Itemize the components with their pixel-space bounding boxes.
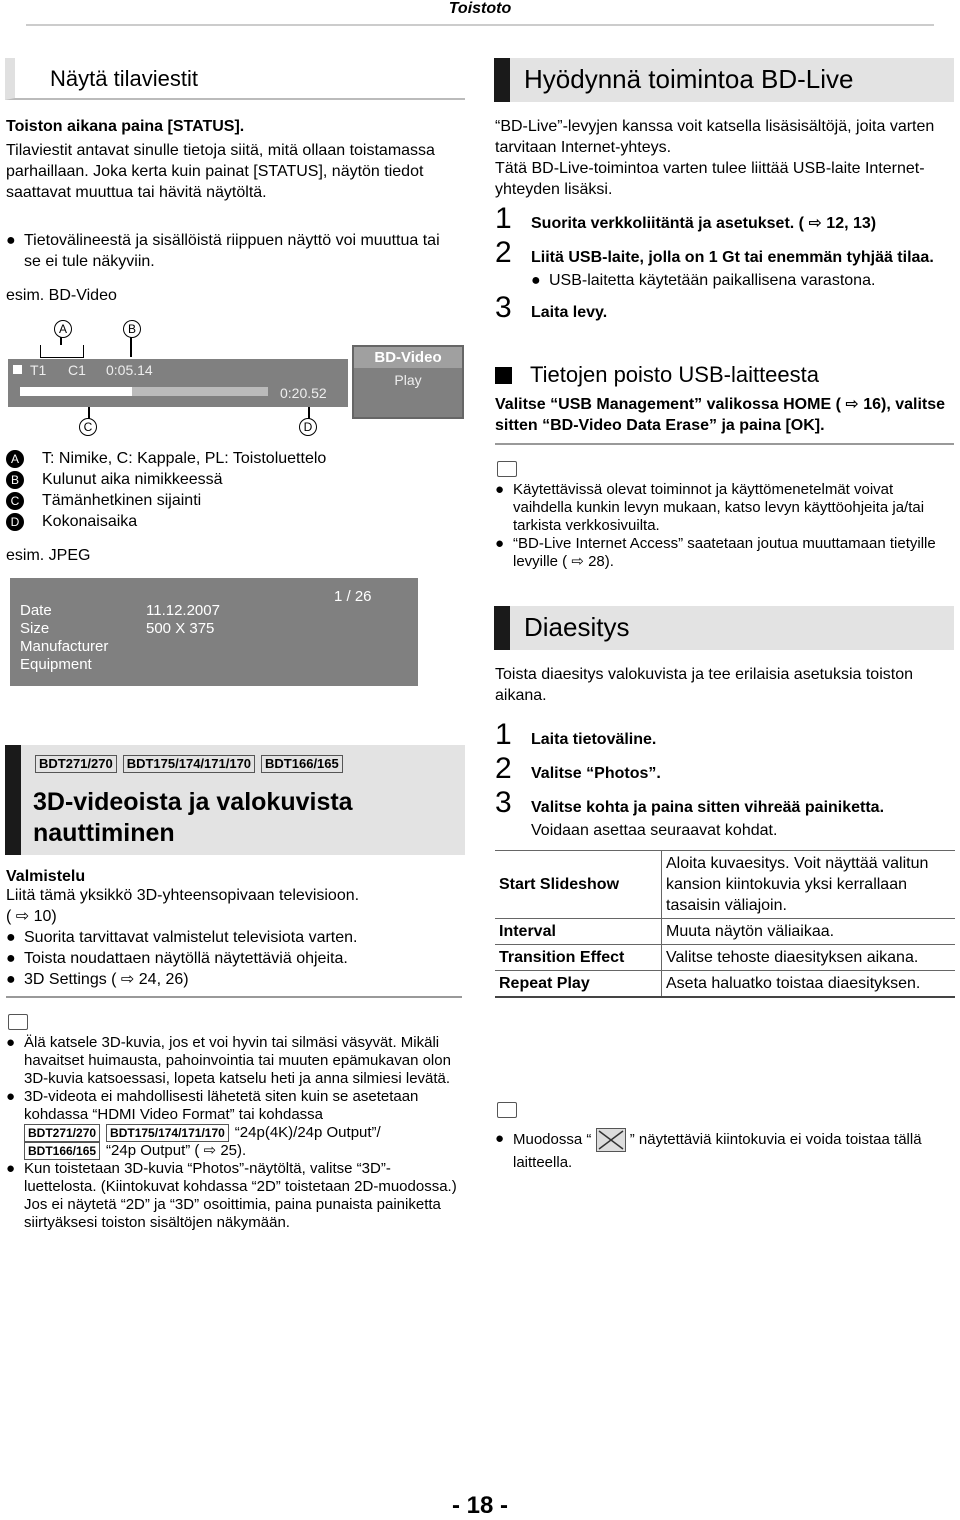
step: [495, 752, 955, 786]
note-text: [24, 1160, 462, 1232]
step-text: Valitse kohta ja paina sitten vihreää painiketta.: [531, 799, 885, 816]
slideshow-heading-text: Diaesitys: [524, 612, 630, 642]
status-instruction: Toiston aikana paina [STATUS].: [6, 118, 245, 135]
section-rule: [6, 996, 462, 998]
step-subtext: Voidaan asettaa seuraavat kohdat.: [531, 822, 778, 839]
jpeg-key: Size: [20, 620, 50, 637]
prep-bullets: [6, 927, 456, 990]
callout-b: B: [123, 320, 141, 338]
threed-notes: [6, 1034, 462, 1232]
header-rule: [26, 24, 934, 26]
option-name: Interval: [495, 919, 662, 945]
jpeg-row: [20, 638, 220, 656]
bdlive-heading: [494, 58, 954, 102]
page-number: - 18 -: [451, 1492, 508, 1519]
note-part: Muodossa “: [513, 1130, 592, 1148]
status-bullet: [6, 230, 456, 272]
note-book-icon: [497, 461, 517, 477]
option-name: Repeat Play: [495, 971, 662, 998]
legend-item: [6, 448, 466, 469]
option-name: Transition Effect: [495, 945, 662, 971]
legend-text-b: Kulunut aika nimikkeessä: [42, 471, 223, 488]
note-book-icon: [497, 1102, 517, 1118]
option-desc: Muuta näytön väliaikaa.: [662, 919, 956, 945]
step-text: Liitä USB-laite, jolla on 1 Gt tai enemmän tyhjää tilaa.: [531, 249, 934, 266]
note-text: “BD-Live Internet Access” saatetaan joutua muuttamaan tietyille levyille ( ⇨ 28).: [513, 535, 936, 570]
jpeg-info-rows: [20, 602, 220, 674]
section-rule: [495, 443, 954, 445]
step: [495, 718, 955, 752]
usb-erase-text: Valitse “USB Management” valikossa HOME ( ⇨ 16), valitse sitten “BD-Video Data Erase” ja paina [OK].: [495, 396, 946, 434]
osd-legend: [6, 448, 466, 532]
note-item: ● 3D-videota ei mahdollisesti lähetetä siten kuin se asetetaan kohdassa “HDMI Video Format” tai kohdassa BDT271/270 BDT175/174/171/170 “24p(4K)/24p Output”/ BDT166/165 “24p Output” ( ⇨ 25).: [6, 1088, 462, 1160]
slideshow-steps: [495, 718, 955, 841]
callout-d: D: [299, 418, 317, 436]
status-bullet-text: Tietovälineestä ja sisällöistä riippuen näyttö voi muuttua tai se ei tule näkyviin.: [24, 232, 440, 270]
bd-osd-diagram: [0, 315, 470, 440]
callout-b-line: [130, 337, 132, 357]
step-number: 1: [495, 202, 512, 235]
jpeg-row: [20, 656, 220, 674]
stop-square-icon: [13, 365, 22, 374]
note-part: Kun toistetaan 3D-kuvia “Photos”-näytöltä, valitse “3D”-luettelosta. (Kiintokuvat kohdassa “2D” toistetaan 2D-muodossa.): [24, 1160, 457, 1195]
model-badge: BDT271/270: [35, 755, 117, 773]
note-item: ● “BD-Live Internet Access” saatetaan joutua muuttamaan tietyille levyille ( ⇨ 28).: [495, 535, 953, 571]
note-text: [513, 1128, 953, 1174]
model-badge: BDT271/270: [24, 1124, 100, 1142]
osd-status-bar: [8, 359, 348, 407]
status-paragraph: Tilaviestit antavat sinulle tietoja siitä, mitä ollaan toistamassa parhaillaan. Joka kerta kuin painat [STATUS], näytön tiedot saattavat muuttua tai hävitä näytöltä.: [6, 142, 435, 201]
legend-item: [6, 469, 466, 490]
prep-bullet: ● Toista noudattaen näytöllä näytettäviä ohjeita.: [6, 950, 348, 967]
osd-title-no: T1: [30, 362, 47, 378]
example-jpeg-label: esim. JPEG: [6, 547, 91, 564]
prep-bullet-text: 3D Settings ( ⇨ 24, 26): [24, 971, 189, 988]
model-badge: BDT175/174/171/170: [106, 1124, 229, 1142]
note-part: “24p(4K)/24p Output”/: [234, 1124, 381, 1141]
usb-erase-subsection: [495, 362, 955, 436]
step-text: Laita levy.: [531, 304, 608, 321]
step: [495, 786, 955, 820]
callout-c: C: [79, 418, 97, 436]
step-number: 1: [495, 718, 512, 751]
slideshow-options-table: [495, 850, 955, 998]
cross-icon: [597, 1129, 625, 1151]
note-item: ● Älä katsele 3D-kuvia, jos et voi hyvin tai silmäsi väsyvät. Mikäli havaitset huimausta, pahoinvointia tai muuten epämukavan olon 3D-kuvia katsoessasi, lopeta katselu heti ja anna silmiesi levätä.: [6, 1034, 462, 1088]
jpeg-key: Manufacturer: [20, 638, 109, 655]
threed-title-line1: 3D-videoista ja valokuvista: [33, 788, 353, 816]
legend-key-d: D: [6, 513, 24, 531]
threed-title-line2: nauttiminen: [33, 819, 175, 847]
step: [495, 236, 955, 270]
note-part: 3D-videota ei mahdollisesti lähetetä siten kuin se asetetaan kohdassa “HDMI Video Format” tai kohdassa: [24, 1088, 419, 1123]
bdlive-steps: [495, 202, 955, 325]
usb-erase-heading: [495, 362, 955, 388]
table-row: [495, 851, 955, 919]
status-heading-text: Näytä tilaviestit: [50, 66, 198, 91]
jpeg-value: 500 X 375: [146, 620, 215, 637]
note-book-icon: [8, 1014, 28, 1030]
step-number: 3: [495, 291, 512, 324]
note-item: ● Kun toistetaan 3D-kuvia “Photos”-näytöltä, valitse “3D”-luettelosta. (Kiintokuvat kohdassa “2D” toistetaan 2D-muodossa.) Jos ei näytetä “2D” ja “3D” osoittimia, paina punaista painiketta siirtyäksesi toiston sisältöjen näkymään.: [6, 1160, 462, 1232]
slideshow-intro: Toista diaesitys valokuvista ja tee erilaisia asetuksia toiston aikana.: [495, 666, 913, 704]
legend-item: [6, 490, 466, 511]
prep-heading: Valmistelu: [6, 868, 86, 885]
jpeg-value: 11.12.2007: [146, 602, 220, 619]
bdlive-heading-text: Hyödynnä toimintoa BD-Live: [524, 64, 854, 94]
osd-progress-fill: [20, 387, 132, 396]
jpeg-info-panel: [10, 578, 418, 686]
note-item: ● Käytettävissä olevat toiminnot ja käyttömenetelmät voivat vaihdella kunkin levyn mukaan, katso levyn käyttöohjeita ja/tai tarkista verkkosivuilta.: [495, 481, 953, 535]
step-bullet-text: USB-laitetta käytetään paikallisena varastona.: [549, 272, 876, 289]
table-row: [495, 971, 955, 998]
step: [495, 202, 955, 236]
note-part: Jos ei näytetä “2D” ja “3D” osoittimia, paina punaista painiketta siirtyäksesi toiston sisältöjen näkymään.: [24, 1196, 441, 1231]
osd-side-state: Play: [394, 372, 422, 388]
slideshow-heading: [494, 606, 954, 650]
status-section-heading: [5, 58, 465, 100]
option-desc: Valitse tehoste diaesityksen aikana.: [662, 945, 956, 971]
step-text: Laita tietoväline.: [531, 731, 657, 748]
unsupported-image-icon: [596, 1128, 626, 1152]
option-desc: Aseta haluatko toistaa diaesityksen.: [662, 971, 956, 998]
step-number: 2: [495, 236, 512, 269]
bracket-a: [40, 345, 84, 358]
step-text: Valitse “Photos”.: [531, 765, 661, 782]
bdlive-notes: [495, 481, 953, 571]
legend-text-a: T: Nimike, C: Kappale, PL: Toistoluettelo: [42, 450, 327, 467]
note-text: Älä katsele 3D-kuvia, jos et voi hyvin tai silmäsi väsyvät. Mikäli havaitset huimausta, pahoinvointia tai muuten epämukavan olon 3D-kuvia katsoessasi, lopeta katselu heti ja anna silmiesi levätä.: [24, 1034, 451, 1087]
step-bullet: ● USB-laitetta käytetään paikallisena varastona.: [531, 272, 876, 289]
prep-bullet-text: Toista noudattaen näytöllä näytettäviä ohjeita.: [24, 950, 348, 967]
heading-square-icon: [495, 367, 512, 384]
table-row: [495, 945, 955, 971]
option-name: Start Slideshow: [495, 851, 662, 919]
usb-erase-title: Tietojen poisto USB-laitteesta: [530, 362, 819, 387]
step-text: Suorita verkkoliitäntä ja asetukset. ( ⇨ 12, 13): [531, 215, 877, 232]
prep-bullet-text: Suorita tarvittavat valmistelut televisiota varten.: [24, 929, 358, 946]
prep-text: Liitä tämä yksikkö 3D-yhteensopivaan televisioon.: [6, 887, 360, 904]
legend-key-b: B: [6, 471, 24, 489]
slideshow-note: ● Muodossa “ ” näytettäviä kiintokuvia ei voida toistaa tällä laitteella.: [495, 1128, 953, 1174]
legend-text-d: Kokonaisaika: [42, 513, 138, 530]
table-row: [495, 919, 955, 945]
example-bd-label: esim. BD-Video: [6, 287, 117, 304]
prep-bullet: ● 3D Settings ( ⇨ 24, 26): [6, 971, 189, 988]
callout-a-line: [60, 337, 62, 345]
legend-key-c: C: [6, 492, 24, 510]
bdlive-para2: Tätä BD-Live-toimintoa varten tulee liittää USB-laite Internet-yhteyden lisäksi.: [495, 160, 925, 198]
option-desc: Aloita kuvaesitys. Voit näyttää valitun kansion kiintokuvia yksi kerrallaan tasaisin väliajoin.: [662, 851, 956, 919]
running-header: Toistoto: [448, 0, 512, 17]
osd-side-panel: [352, 345, 464, 419]
threed-title: [33, 787, 353, 849]
jpeg-row: [20, 602, 220, 620]
model-badge: BDT175/174/171/170: [123, 755, 255, 773]
jpeg-row: [20, 620, 220, 638]
note-text: Käytettävissä olevat toiminnot ja käyttömenetelmät voivat vaihdella kunkin levyn mukaan, katso levyn käyttöohjeita ja/tai tarkista verkkosivuilta.: [513, 481, 925, 534]
step-number: 3: [495, 786, 512, 819]
note-part: “24p Output” ( ⇨ 25).: [106, 1142, 247, 1159]
prep-bullet: ● Suorita tarvittavat valmistelut televisiota varten.: [6, 929, 358, 946]
prep-ref: ( ⇨ 10): [6, 908, 57, 925]
callout-a: A: [54, 320, 72, 338]
jpeg-key: Equipment: [20, 656, 92, 673]
osd-progress-track: [20, 387, 268, 396]
bullet-dot: ●: [6, 232, 16, 249]
jpeg-key: Date: [20, 602, 52, 619]
bdlive-para1: “BD-Live”-levyjen kanssa voit katsella lisäsisältöjä, joita varten tarvitaan Internet-yhteys.: [495, 118, 935, 156]
model-badges: [35, 755, 349, 773]
step: [495, 291, 955, 325]
note-part: ” näytettäviä kiintokuvia ei voida toistaa tällä laitteella.: [513, 1130, 922, 1171]
osd-elapsed: 0:05.14: [106, 362, 153, 378]
threed-section-heading: [5, 745, 465, 855]
step-number: 2: [495, 752, 512, 785]
legend-text-c: Tämänhetkinen sijainti: [42, 492, 202, 509]
model-badge: BDT166/165: [261, 755, 343, 773]
legend-item: [6, 511, 466, 532]
note-text: [24, 1088, 462, 1160]
osd-total: 0:20.52: [280, 385, 327, 401]
legend-key-a: A: [6, 450, 24, 468]
osd-side-title: BD-Video: [354, 347, 462, 368]
model-badge: BDT166/165: [24, 1142, 100, 1160]
jpeg-counter: 1 / 26: [334, 588, 372, 605]
osd-chapter-no: C1: [68, 362, 86, 378]
